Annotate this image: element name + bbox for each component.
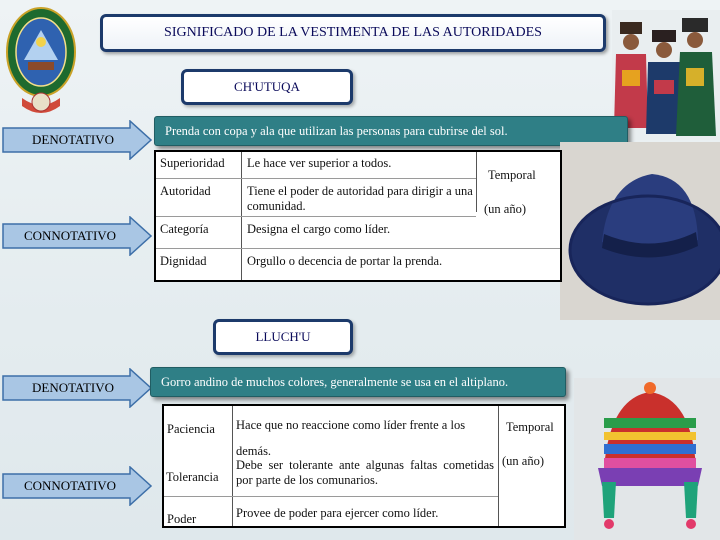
duration-label: (un año): [502, 454, 544, 468]
connotativo-arrow-chutuqa: [2, 216, 152, 256]
table-row-term: Poder: [167, 512, 197, 526]
andean-chullo-photo: [574, 378, 720, 540]
definition-lluchu: Gorro andino de muchos colores, generalmente se usa en el altiplano.: [150, 367, 566, 397]
connotativo-arrow-lluchu: [2, 466, 152, 506]
table-row-meaning: Hace que no reaccione como líder frente a los demás.: [236, 418, 466, 458]
connotativo-label: CONNOTATIVO: [23, 478, 117, 493]
chutuqa-table: [154, 150, 562, 282]
table-row-term: Autoridad: [160, 184, 211, 198]
page-title: SIGNIFICADO DE LA VESTIMENTA DE LAS AUTORIDADES: [100, 14, 606, 52]
denotativo-label: DENOTATIVO: [32, 380, 114, 395]
table-row-term: Superioridad: [160, 156, 225, 170]
table-row-meaning: Le hace ver superior a todos.: [247, 156, 392, 170]
lluchu-table: [162, 404, 566, 528]
table-row-term: Categoría: [160, 222, 209, 236]
denotativo-arrow-chutuqa: [2, 120, 152, 160]
table-row-meaning: Provee de poder para ejercer como líder.: [236, 506, 439, 520]
table-row-term: Paciencia: [167, 422, 215, 436]
university-seal-icon: [2, 2, 80, 120]
section-heading-chutuqa: CH'UTUQA: [181, 69, 353, 105]
duration-label: (un año): [484, 202, 526, 216]
authorities-photo: [612, 10, 720, 140]
temporal-label: Temporal: [506, 420, 554, 434]
denotativo-label: DENOTATIVO: [32, 132, 114, 147]
connotativo-label: CONNOTATIVO: [23, 228, 117, 243]
table-row-meaning: Debe ser tolerante ante algunas faltas cometidas por parte de los comunarios.: [236, 458, 494, 487]
denotativo-arrow-lluchu: [2, 368, 152, 408]
section-heading-lluchu: LLUCH'U: [213, 319, 353, 355]
table-row-term: Dignidad: [160, 254, 207, 268]
table-row-meaning: Designa el cargo como líder.: [247, 222, 391, 236]
table-row-meaning: Orgullo o decencia de portar la prenda.: [247, 254, 443, 268]
definition-chutuqa: Prenda con copa y ala que utilizan las personas para cubrirse del sol.: [154, 116, 628, 146]
temporal-label: Temporal: [488, 168, 536, 182]
table-row-meaning: Tiene el poder de autoridad para dirigir a una comunidad.: [247, 184, 473, 213]
table-row-term: Tolerancia: [166, 470, 219, 484]
felt-hat-photo: [560, 142, 720, 320]
